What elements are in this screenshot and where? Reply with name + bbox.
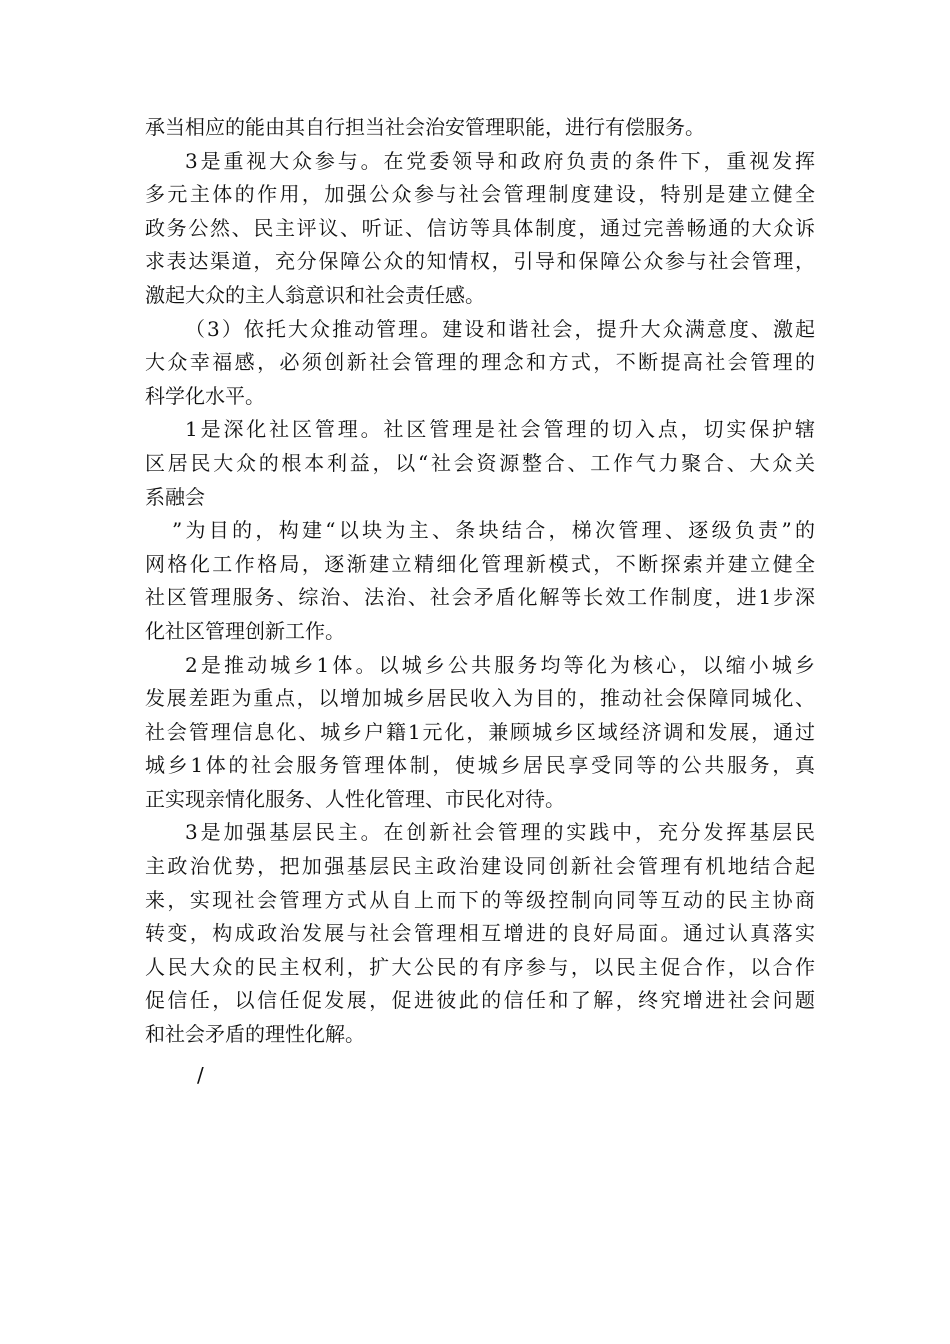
- text-line: 3是重视大众参与。在党委领导和政府负责的条件下，重视发挥: [185, 148, 815, 173]
- text-line: 大众幸福感，必须创新社会管理的理念和方式，不断提高社会管理的: [145, 350, 815, 375]
- text-line: 正实现亲情化服务、人性化管理、市民化对待。: [145, 786, 565, 811]
- text-line: 社区管理服务、综治、法治、社会矛盾化解等长效工作制度，进1步深: [145, 585, 815, 610]
- text-line: 求表达渠道，充分保障公众的知情权，引导和保障公众参与社会管理，: [145, 249, 815, 274]
- text-line: 承当相应的能由其自行担当社会治安管理职能，进行有偿服务。: [145, 115, 705, 139]
- text-line: 1是深化社区管理。社区管理是社会管理的切入点，切实保护辖: [185, 417, 815, 442]
- trailing-mark: /: [197, 1063, 204, 1087]
- text-line: 多元主体的作用，加强公众参与社会管理制度建设，特别是建立健全: [145, 182, 815, 207]
- text-line: 来，实现社会管理方式从自上而下的等级控制向同等互动的民主协商: [145, 887, 815, 912]
- text-line: 系融会: [145, 484, 205, 509]
- text-line: 3是加强基层民主。在创新社会管理的实践中，充分发挥基层民: [185, 820, 815, 845]
- text-line: 人民大众的民主权利，扩大公民的有序参与，以民主促合作，以合作: [145, 954, 815, 979]
- text-line: 城乡1体的社会服务管理体制，使城乡居民享受同等的公共服务，真: [145, 753, 815, 778]
- text-line: 激起大众的主人翁意识和社会责任感。: [145, 282, 485, 307]
- text-line: 社会管理信息化、城乡户籍1元化，兼顾城乡区域经济调和发展，通过: [145, 719, 815, 744]
- document-body: [145, 111, 815, 1052]
- text-line: 政务公然、民主评议、听证、信访等具体制度，通过完善畅通的大众诉: [145, 215, 815, 240]
- text-line: 和社会矛盾的理性化解。: [145, 1022, 365, 1047]
- text-line: 发展差距为重点，以增加城乡居民收入为目的，推动社会保障同城化、: [145, 686, 815, 711]
- text-line: 2是推动城乡1体。以城乡公共服务均等化为核心，以缩小城乡: [185, 652, 815, 677]
- text-line: 促信任，以信任促发展，促进彼此的信任和了解，终究增进社会问题: [145, 988, 815, 1013]
- text-line: ”为目的，构建“以块为主、条块结合，梯次管理、逐级负责”的: [172, 518, 815, 543]
- text-line: 区居民大众的根本利益，以“社会资源整合、工作气力聚合、大众关: [145, 450, 815, 475]
- text-line: 化社区管理创新工作。: [145, 618, 345, 643]
- text-line: 主政治优势，把加强基层民主政治建设同创新社会管理有机地结合起: [145, 854, 815, 879]
- text-line: （3）依托大众推动管理。建设和谐社会，提升大众满意度、激起: [185, 316, 815, 341]
- text-line: 科学化水平。: [145, 383, 265, 408]
- text-line: 网格化工作格局，逐渐建立精细化管理新模式，不断探索并建立健全: [145, 551, 815, 576]
- text-line: 转变，构成政治发展与社会管理相互增进的良好局面。通过认真落实: [145, 921, 815, 946]
